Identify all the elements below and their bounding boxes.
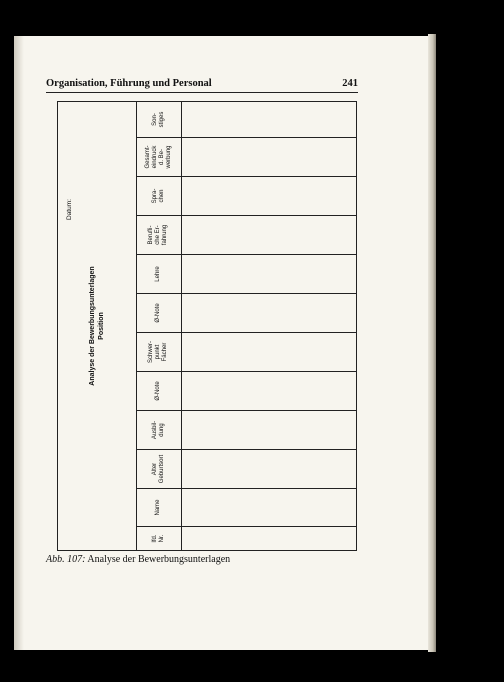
- column-header: Berufli- che Er- fahrung: [136, 215, 181, 254]
- evaluation-form-table: [57, 101, 357, 551]
- entry-cell: [181, 215, 356, 254]
- form-figure: [57, 101, 357, 551]
- column-header: Gesamt- eindruck d. Be- werbung: [136, 137, 181, 176]
- column-header: Name: [136, 488, 181, 526]
- form-title-line2: Position: [98, 312, 105, 340]
- column-header-row: [136, 102, 182, 550]
- entry-cell: [181, 410, 356, 449]
- entry-cell: [181, 371, 356, 410]
- entry-cell: [181, 102, 356, 137]
- date-label: Datum:: [66, 199, 73, 220]
- form-title-line1: Analyse der Bewerbungsunterlagen: [89, 266, 96, 386]
- entry-cell: [181, 449, 356, 488]
- running-head: [46, 78, 358, 89]
- entry-cell: [181, 526, 356, 550]
- entry-cell: [181, 332, 356, 371]
- caption-text: Analyse der Bewerbungsunterlagen: [87, 554, 231, 565]
- form-title-block: [58, 102, 137, 550]
- form-title: [88, 102, 106, 550]
- entry-cell: [181, 137, 356, 176]
- column-header: Alter Geburtsort: [136, 449, 181, 488]
- page-edge: [428, 34, 436, 652]
- figure-label: Abb. 107:: [46, 554, 86, 565]
- column-header: Lehre: [136, 254, 181, 293]
- figure-caption: [46, 554, 230, 565]
- running-head-title: Organisation, Führung und Personal: [46, 78, 212, 89]
- entry-cell: [181, 254, 356, 293]
- page-gutter-shadow: [14, 36, 24, 650]
- entry-cell: [181, 293, 356, 332]
- empty-entry-row: [181, 102, 356, 550]
- entry-cell: [181, 176, 356, 215]
- column-header: Ø-Note: [136, 293, 181, 332]
- column-header: Spra- chen: [136, 176, 181, 215]
- page-number: 241: [342, 78, 358, 89]
- column-header: Son- stiges: [151, 111, 165, 128]
- column-header: Schwer- punkt Fächer: [136, 332, 181, 371]
- column-header: Ø-Note: [136, 371, 181, 410]
- column-header: lfd. Nr.: [136, 526, 181, 550]
- column-header: Ausbil- dung: [136, 410, 181, 449]
- entry-cell: [181, 488, 356, 526]
- header-rule: [46, 92, 358, 93]
